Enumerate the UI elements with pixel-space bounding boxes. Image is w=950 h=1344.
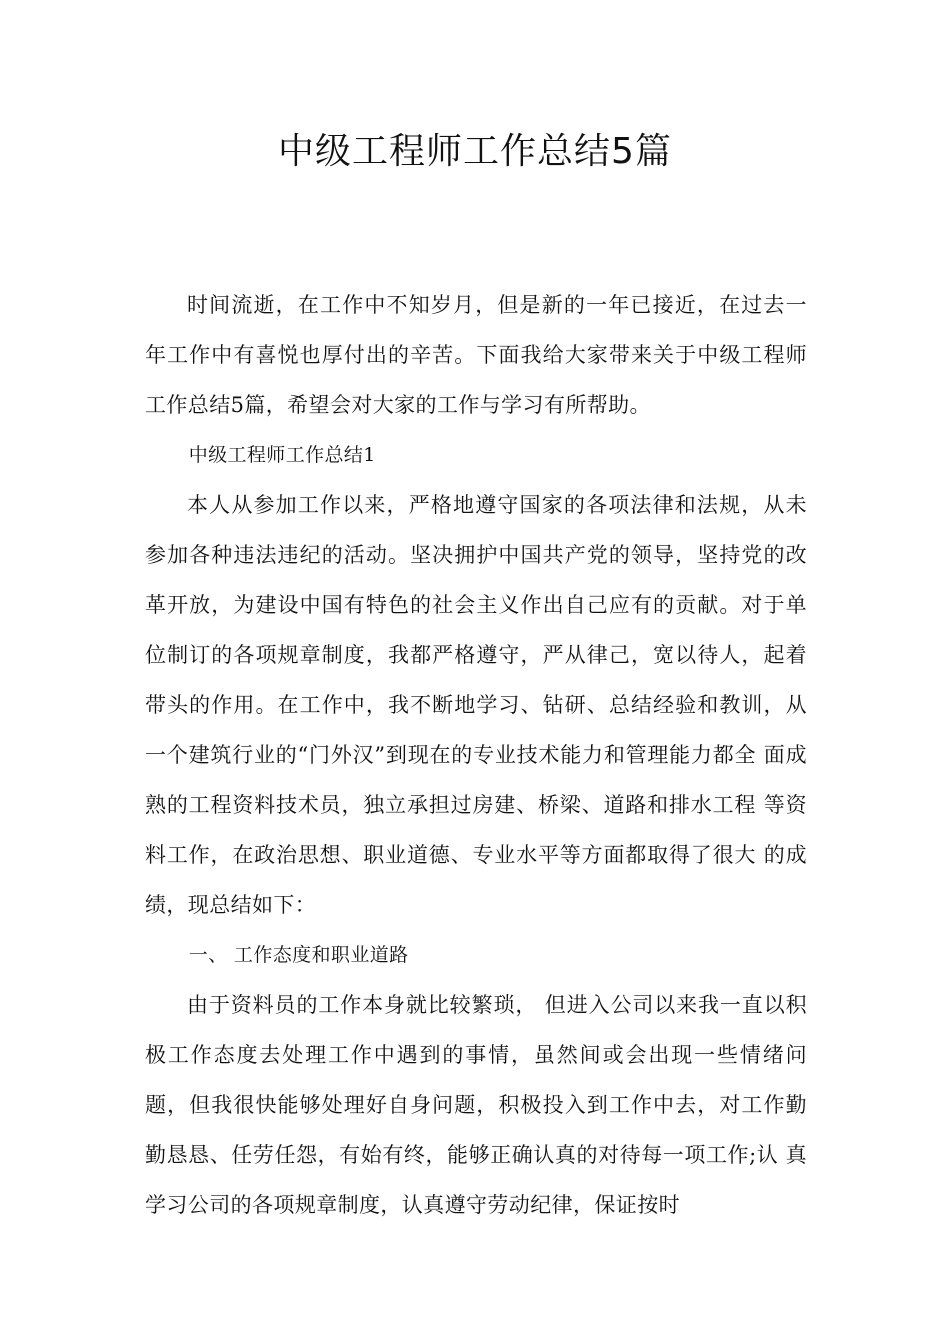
subsection-1-paragraph: 由于资料员的工作本身就比较繁琐， 但进入公司以来我一直以积 极工作态度去处理工作中遇到的事情，虽然间或会出现一些情绪问 题，但我很快能够处理好自身问题，积极投入到工作中去，对工作勤 勤恳恳、任劳任怨，有始有终，能够正确认真的对待每一项工作;认 真学习公司的各项规章制度，认真遵守劳动纪律，保证按时 bbox=[145, 993, 807, 1217]
document-body bbox=[145, 280, 807, 1230]
subsection-1-heading: 一、 工作态度和职业道路 bbox=[188, 944, 409, 966]
intro-paragraph: 时间流逝，在工作中不知岁月，但是新的一年已接近，在过去一年工作中有喜悦也厚付出的辛苦。下面我给大家带来关于中级工程师工作总结5篇，希望会对大家的工作与学习有所帮助。 bbox=[145, 293, 807, 417]
section-1-heading: 中级工程师工作总结1 bbox=[188, 444, 376, 466]
document-title: 中级工程师工作总结5篇 bbox=[278, 131, 672, 172]
section-1-paragraph: 本人从参加工作以来，严格地遵守国家的各项法律和法规，从未 参加各种违法违纪的活动。坚决拥护中国共产党的领导，坚持党的改 革开放，为建设中国有特色的社会主义作出自己应有的贡献。对于单 位制订的各项规章制度，我都严格遵守，严从律己，宽以待人，起着 带头的作用。在工作中，我不断地学习、钻研、总结经验和教训，从 一个建筑行业的“门外汉”到现在的专业技术能力和管理能力都全 面成熟的工程资料技术员，独立承担过房建、桥梁、道路和排水工程 等资料工作，在政治思想、职业道德、专业水平等方面都取得了很大 的成绩，现总结如下： bbox=[145, 493, 807, 917]
